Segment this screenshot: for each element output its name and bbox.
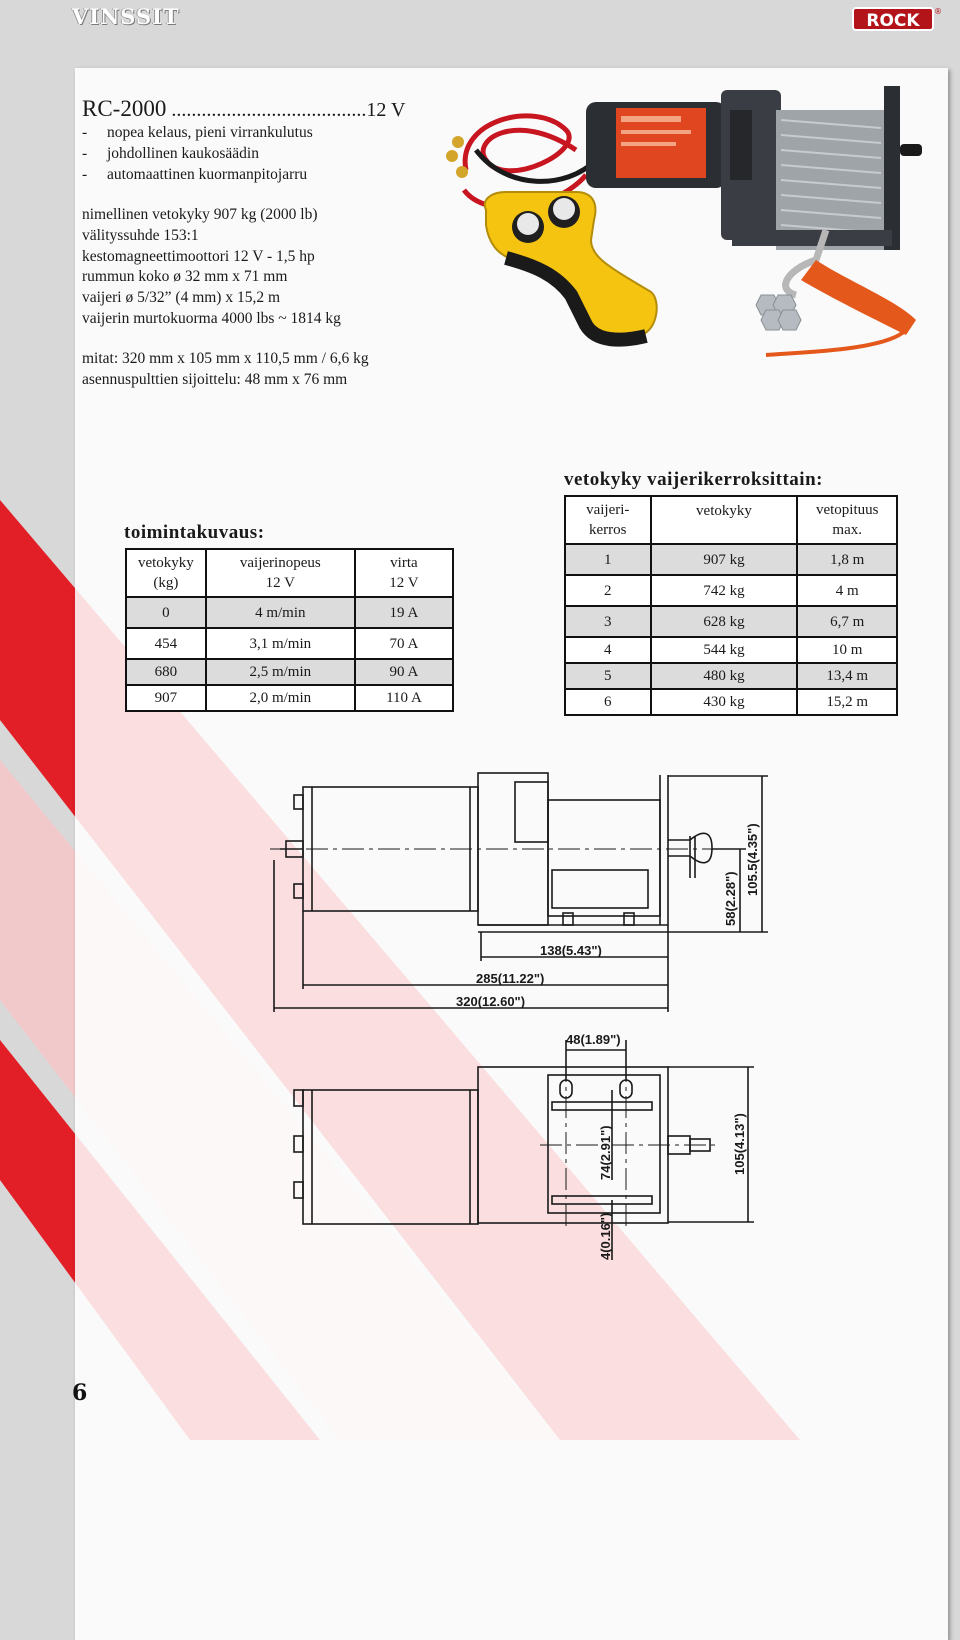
table-cell: 10 m (797, 637, 897, 663)
table-cell: 1,8 m (797, 544, 897, 575)
table-row (565, 637, 897, 663)
table-row (565, 689, 897, 715)
table-header-row (565, 496, 897, 544)
logo-registered: ® (934, 7, 942, 16)
header-cell: vaijerinopeus 12 V (206, 549, 355, 597)
layer-table (564, 495, 898, 716)
table-row (565, 606, 897, 637)
table-row (126, 628, 453, 659)
feature-item: - automaattinen kuormanpitojarru (82, 166, 308, 183)
dimension-label: 74(2.91") (598, 1125, 613, 1180)
dimension-label: 48(1.89") (566, 1032, 621, 1047)
spec-line: rummun koko ø 32 mm x 71 mm (82, 268, 288, 285)
table-cell: 19 A (355, 597, 453, 628)
table-cell: 2 (565, 575, 651, 606)
table-cell: 3,1 m/min (206, 628, 355, 659)
table-cell: 430 kg (651, 689, 798, 715)
header-cell: vetokyky (kg) (126, 549, 206, 597)
model-line (82, 96, 405, 122)
table-cell: 4 (565, 637, 651, 663)
feature-item: - nopea kelaus, pieni virrankulutus (82, 124, 313, 141)
dimension-label: 105(4.13") (732, 1113, 747, 1175)
table-cell: 742 kg (651, 575, 798, 606)
table-cell: 4 m (797, 575, 897, 606)
table-cell: 3 (565, 606, 651, 637)
header-cell: vetokyky (651, 496, 798, 544)
header-cell: vaijeri- kerros (565, 496, 651, 544)
table-cell: 15,2 m (797, 689, 897, 715)
table-row (565, 544, 897, 575)
table-cell: 13,4 m (797, 663, 897, 689)
page-number: 6 (72, 1380, 88, 1406)
spec-line: nimellinen vetokyky 907 kg (2000 lb) (82, 206, 318, 223)
table-row (565, 663, 897, 689)
side-view-drawing (294, 1040, 754, 1260)
table-cell: 628 kg (651, 606, 798, 637)
dimension-label: 285(11.22") (476, 971, 545, 986)
table-cell: 544 kg (651, 637, 798, 663)
performance-heading: toimintakuvaus: (124, 522, 265, 543)
winch-product-photo (446, 80, 932, 360)
table-header-row (126, 549, 453, 597)
table-row (126, 597, 453, 628)
table-cell: 2,5 m/min (206, 659, 355, 685)
table-cell: 480 kg (651, 663, 798, 689)
table-cell: 0 (126, 597, 206, 628)
table-cell: 5 (565, 663, 651, 689)
dimension-label: 105.5(4.35") (745, 823, 760, 896)
technical-drawing (260, 760, 780, 1280)
table-cell: 110 A (355, 685, 453, 711)
table-cell: 6 (565, 689, 651, 715)
table-cell: 90 A (355, 659, 453, 685)
table-row (126, 685, 453, 711)
table-cell: 680 (126, 659, 206, 685)
dimension-label: 320(12.60") (456, 994, 526, 1009)
dimension-label: 58(2.28") (723, 871, 738, 926)
logo-text: ROCK (866, 11, 920, 31)
dimensions-line: mitat: 320 mm x 105 mm x 110,5 mm / 6,6 kg (82, 350, 369, 367)
table-cell: 4 m/min (206, 597, 355, 628)
spec-line: kestomagneettimoottori 12 V - 1,5 hp (82, 248, 315, 265)
table-cell: 1 (565, 544, 651, 575)
model-dots: ....................................... (171, 99, 367, 121)
spec-line: välityssuhde 153:1 (82, 227, 199, 244)
header-cell: virta 12 V (355, 549, 453, 597)
header-cell: vetopituus max. (797, 496, 897, 544)
mounting-line: asennuspulttien sijoittelu: 48 mm x 76 mm (82, 371, 348, 388)
table-cell: 454 (126, 628, 206, 659)
spec-line: vaijeri ø 5/32” (4 mm) x 15,2 m (82, 289, 281, 306)
performance-table (125, 548, 454, 712)
section-title: VINSSIT (72, 4, 180, 29)
dimension-label: 138(5.43") (540, 943, 602, 958)
table-cell: 70 A (355, 628, 453, 659)
rock-logo (852, 5, 940, 33)
table-row (126, 659, 453, 685)
table-row (565, 575, 897, 606)
table-cell: 907 kg (651, 544, 798, 575)
dimension-label: 4(0.16") (598, 1212, 613, 1260)
model-voltage: 12 V (366, 99, 406, 121)
spec-line: vaijerin murtokuorma 4000 lbs ~ 1814 kg (82, 310, 341, 327)
table-cell: 2,0 m/min (206, 685, 355, 711)
layer-table-heading: vetokyky vaijerikerroksittain: (564, 469, 823, 490)
feature-item: - johdollinen kaukosäädin (82, 145, 259, 162)
table-cell: 907 (126, 685, 206, 711)
model-name: RC-2000 (82, 96, 167, 121)
table-cell: 6,7 m (797, 606, 897, 637)
